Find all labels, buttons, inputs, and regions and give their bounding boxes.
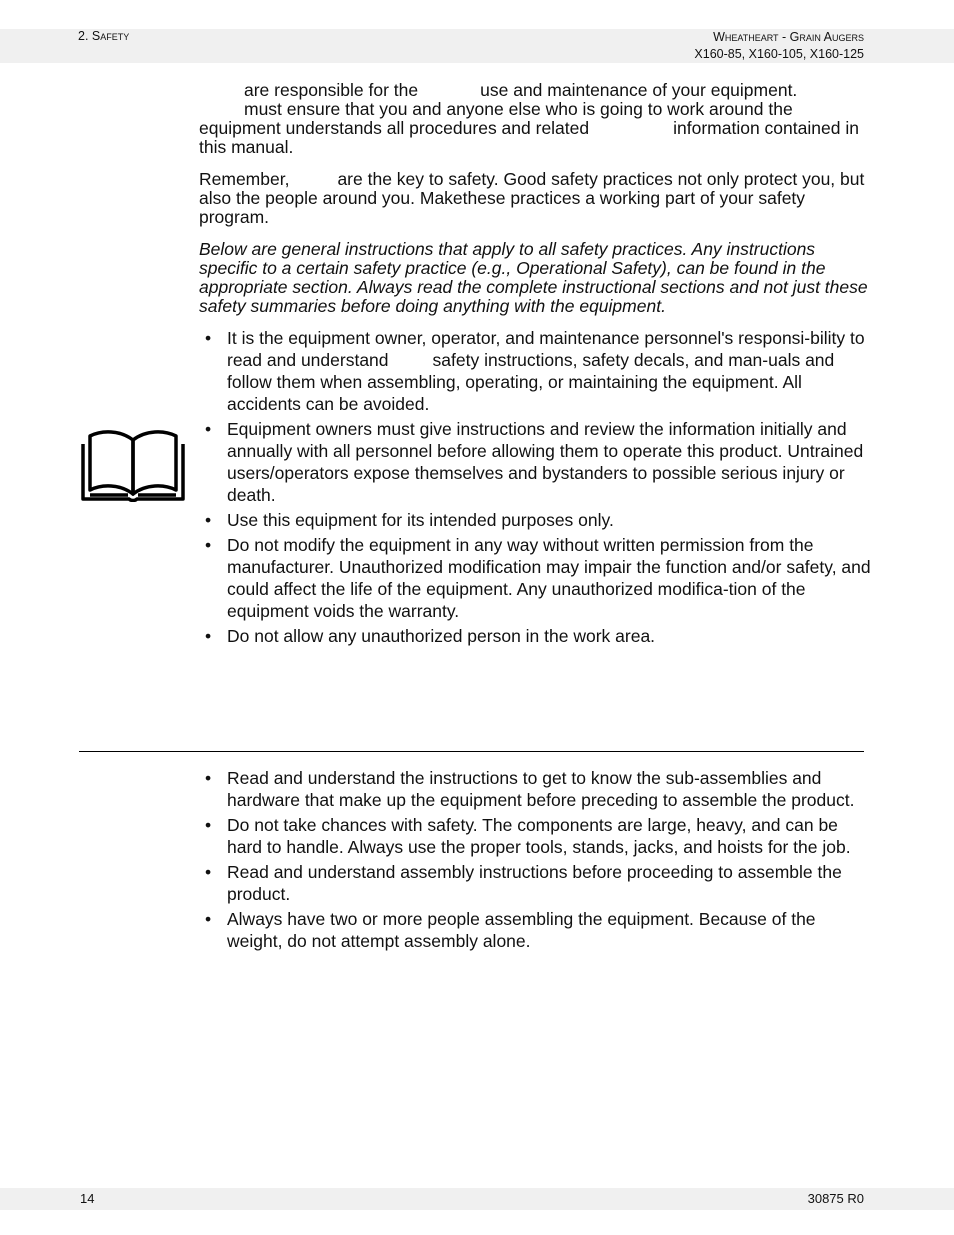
general-safety-list xyxy=(199,327,871,650)
list-item: • Equipment owners must give instructions and review the information initially and annually with all personnel before allowing them to operate this product. Untrained users/operators expose themselves and bystanders to possible serious injury or death. xyxy=(199,418,871,506)
intro-paragraph-2 xyxy=(199,170,869,227)
intro-p1-a: are responsible for the xyxy=(244,80,419,100)
bullet-0-text-b: safety instructions, safety decals, and man-uals and follow them when assembling, operating, or maintaining the equipment. All accidents can be avoided. xyxy=(227,350,835,414)
list-item: • Do not allow any unauthorized person in the work area. xyxy=(199,625,871,647)
page-number: 14 xyxy=(80,1191,95,1206)
list-item: • Read and understand assembly instructions before proceeding to assemble the product. xyxy=(199,861,871,905)
list-item: • Read and understand the instructions to get to know the sub-assemblies and hardware that make up the equipment before preceding to assemble the product. xyxy=(199,767,871,811)
intro-paragraph-3: Below are general instructions that apply to all safety practices. Any instructions specific to a certain safety practice (e.g., Operational Safety), can be found in the appropriate section. Always read the complete instructional sections and not just these safety summaries before doing anything with the equipment. xyxy=(199,239,868,316)
page-header xyxy=(0,29,954,63)
document-number: 30875 R0 xyxy=(807,1191,864,1206)
intro-p2-a: Remember, xyxy=(199,169,290,189)
intro-p1-b: use and maintenance of your equipment. xyxy=(480,80,798,100)
intro-p2-b: are the key to safety. Good safety practices not only protect you, but also the people around you. Makethese practices a working part of your safety program. xyxy=(199,169,865,227)
list-item: • Do not take chances with safety. The components are large, heavy, and can be hard to handle. Always use the proper tools, stands, jacks, and hoists for the job. xyxy=(199,814,871,858)
list-item: • Use this equipment for its intended purposes only. xyxy=(199,509,871,531)
bullet-0-text-a: It is the equipment owner, operator, and maintenance personnel's responsi-bility to read and understand xyxy=(227,328,865,370)
intro-p1-c: must ensure that you and anyone else who is going to work around the equipment understands all procedures and related xyxy=(199,99,793,138)
header-product-block xyxy=(694,29,864,63)
assembly-safety-list xyxy=(199,767,871,955)
intro-p1-d: information contained in this manual. xyxy=(199,118,859,157)
list-item: • Always have two or more people assembling the equipment. Because of the weight, do not attempt assembly alone. xyxy=(199,908,871,952)
header-product: Wheatheart - Grain Augers xyxy=(713,30,864,44)
header-models: X160-85, X160-105, X160-125 xyxy=(694,47,864,61)
list-item: • Do not modify the equipment in any way without written permission from the manufacturer. Unauthorized modification may impair the function and/or safety, and could affect the life of the equipment. Any unauthorized modifica-tion of the equipment voids the warranty. xyxy=(199,534,871,622)
header-section: 2. Safety xyxy=(78,29,130,43)
page-footer xyxy=(0,1188,954,1210)
list-item xyxy=(199,327,871,415)
read-manual-icon xyxy=(80,426,186,502)
intro-paragraph-1 xyxy=(199,81,869,157)
section-divider xyxy=(79,751,864,752)
